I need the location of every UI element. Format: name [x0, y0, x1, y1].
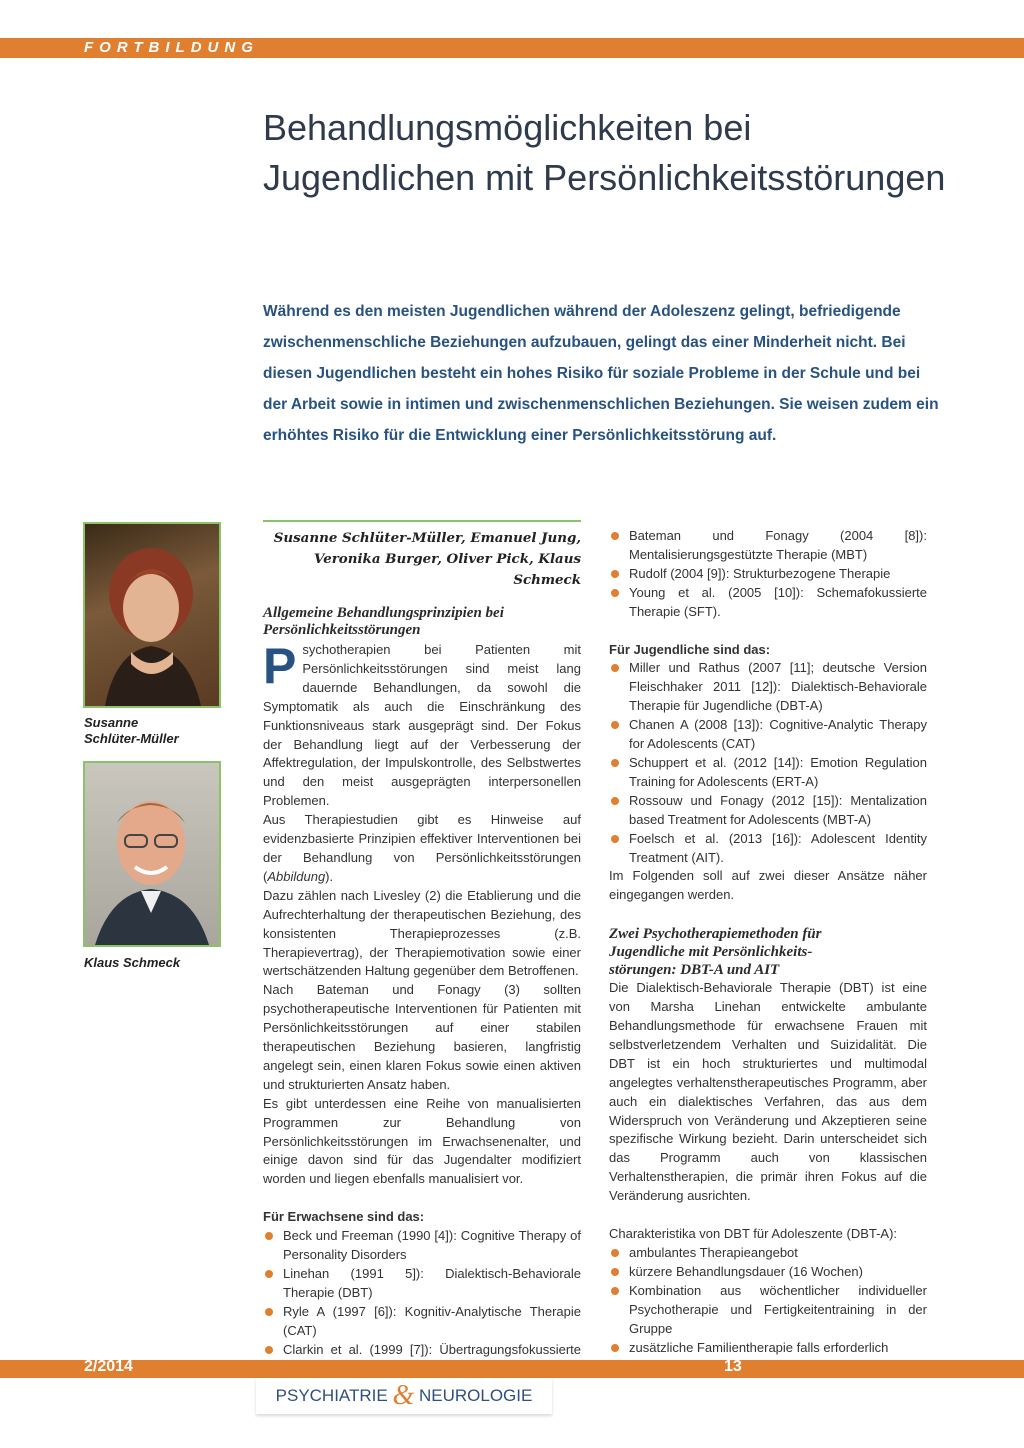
- adult-therapy-list-continued: [609, 527, 927, 622]
- photo-caption: [84, 715, 179, 747]
- para-text: Aus Therapiestudien gibt es Hinweise auf evidenzbasierte Prinzipien effektiver Interventionen bei der Behandlung von Persönlichkeitsstörungen (: [263, 812, 581, 884]
- list-item: Beck und Freeman (1990 [4]): Cognitive Therapy of Personality Disorders: [263, 1227, 581, 1265]
- heading-line: Jugendliche mit Persönlichkeits-: [609, 944, 813, 961]
- section-heading: [609, 925, 927, 979]
- issue-number: 2/2014: [84, 1358, 133, 1375]
- list-item: Ryle A (1997 [6]): Kognitiv-Analytische Therapie (CAT): [263, 1303, 581, 1341]
- figure-reference: Abbildung: [267, 868, 326, 884]
- logo-text: NEUROLOGIE: [418, 1386, 533, 1405]
- list-item: Young et al. (2005 [10]): Schemafokussierte Therapie (SFT).: [609, 584, 927, 622]
- para-text: ).: [325, 868, 334, 884]
- photo-caption: [84, 955, 180, 971]
- section-label: FORTBILDUNG: [84, 39, 259, 56]
- portrait-icon: [85, 524, 219, 706]
- list-item: Clarkin et al. (1999 [7]): Übertragungsfokussierte: [263, 1341, 581, 1379]
- heading-line: Zwei Psychotherapiemethoden für: [609, 926, 822, 943]
- author-list: [263, 520, 581, 591]
- caption-line: Klaus Schmeck: [84, 955, 181, 970]
- journal-logo: [256, 1378, 552, 1414]
- body-paragraph: Es gibt unterdessen eine Reihe von manualisierten Programmen zur Behandlung von Persönlichkeitsstörungen im Erwachsenenalter, und einige davon sind für das Jugendalter modifiziert worden und liegen ebenfalls manualisiert vor.: [263, 1095, 581, 1187]
- author-line: Susanne Schlüter-Müller, Emanuel Jung,: [273, 530, 581, 546]
- author-photo-schmeck: [83, 761, 221, 947]
- list-item: ambulantes Therapieangebot: [609, 1244, 927, 1263]
- list-item: Rossouw und Fonagy (2012 [15]): Mentalization based Treatment for Adolescents (MBT-A): [609, 792, 927, 830]
- list-heading: Charakteristika von DBT für Adoleszente (DBT-A):: [609, 1226, 898, 1242]
- list-item: Foelsch et al. (2013 [16]): Adolescent Identity Treatment (AIT).: [609, 830, 927, 868]
- title-line: Jugendlichen mit Persönlichkeitsstörungen: [263, 157, 946, 198]
- list-item: Chanen A (2008 [13]): Cognitive-Analytic Therapy for Adolescents (CAT): [609, 716, 927, 754]
- caption-line: Susanne: [84, 715, 139, 730]
- drop-cap: P: [263, 638, 297, 694]
- footer-bar: [0, 1360, 1024, 1378]
- dbt-a-characteristics-list: [609, 1244, 927, 1357]
- column-middle: [263, 520, 581, 1378]
- list-item: Miller und Rathus (2007 [11]; deutsche Version Fleischhaker 2011 [12]): Dialektisch-Behaviorale Therapie für Jugendliche (DBT-A): [609, 659, 927, 716]
- list-item: Kombination aus wöchentlicher individueller Psychotherapie und Fertigkeitentraining in der Gruppe: [609, 1282, 927, 1339]
- list-item: Schuppert et al. (2012 [14]): Emotion Regulation Training for Adolescents (ERT-A): [609, 754, 927, 792]
- body-paragraph: [263, 638, 581, 811]
- list-item: kürzere Behandlungsdauer (16 Wochen): [609, 1263, 927, 1282]
- caption-line: Schlüter-Müller: [84, 731, 179, 746]
- para-text: sychotherapien bei Patienten mit Persönlichkeitsstörungen sind meist lang dauernde Behandlungen, da sowohl die Symptomatik als auch die Einschränkung des Funktionsniveaus stark ausgeprägt sind. Der Fokus der Behandlung liegt auf der Verbesserung der Affektregulation, der Impulskontrolle, des Selbstwertes und den meist ausgeprägten interpersonellen Problemen.: [263, 642, 581, 809]
- page-number: 13: [724, 1358, 742, 1375]
- body-paragraph: Nach Bateman und Fonagy (3) sollten psychotherapeutische Interventionen für Patienten mit Persönlichkeitsstörungen auf einer stabilen therapeutischen Beziehung basieren, langfristig angelegt sein, einen klaren Fokus sowie einen aktiven und strukturierten Ansatz haben.: [263, 982, 581, 1092]
- section-heading: [263, 605, 581, 639]
- logo-text: PSYCHIATRIE: [275, 1386, 388, 1405]
- body-paragraph: Die Dialektisch-Behaviorale Therapie (DBT) ist eine von Marsha Linehan entwickelte ambulante Behandlungsmethode für erwachsene Frauen mit selbstverletzendem Verhalten und Suizidalität. Die DBT ist ein hoch strukturiertes und multimodal angelegtes verhaltenstherapeutisches Programm, aber auch ein dialektisches Verfahren, das aus dem Widerspruch von Veränderung und Akzeptieren seine spezifische Wirkung bezieht. Darin unterscheidet sich das Programm auch von klassischen Verhaltenstherapien, die primär ihren Fokus auf die Veränderung ausrichten.: [609, 980, 927, 1204]
- heading-line: störungen: DBT-A und AIT: [609, 962, 780, 979]
- heading-line: Persönlichkeitsstörungen: [263, 622, 421, 638]
- column-right: [609, 527, 927, 1357]
- body-paragraph: [263, 811, 581, 887]
- youth-therapy-list: [609, 659, 927, 867]
- body-paragraph: Dazu zählen nach Livesley (2) die Etablierung und die Aufrechterhaltung der therapeutischen Beziehung, des konsistenten Therapieprozesses (z.B. Therapievertrag), der Therapiemotivation sowie einer wertschätzenden Haltung gegenüber dem Betroffenen.: [263, 887, 581, 979]
- list-heading: Für Erwachsene sind das:: [263, 1209, 425, 1225]
- section-bar: [0, 38, 1024, 58]
- list-item: Rudolf (2004 [9]): Strukturbezogene Therapie: [609, 565, 927, 584]
- portrait-icon: [85, 763, 219, 945]
- author-photo-schlueter-mueller: [83, 522, 221, 708]
- lead-paragraph: Während es den meisten Jugendlichen während der Adoleszenz gelingt, befriedigende zwischenmenschliche Beziehungen aufzubauen, gelingt das einer Minderheit nicht. Bei diesen Jugendlichen besteht ein hohes Risiko für soziale Probleme in der Schule und bei der Arbeit sowie in intimen und zwischenmenschlichen Beziehungen. Sie weisen zudem ein erhöhtes Risiko für die Entwicklung einer Persönlichkeitsstörung auf.: [263, 303, 939, 444]
- list-item: Linehan (1991 5]): Dialektisch-Behaviorale Therapie (DBT): [263, 1265, 581, 1303]
- adult-therapy-list: [263, 1227, 581, 1378]
- body-paragraph: Im Folgenden soll auf zwei dieser Ansätze näher eingegangen werden.: [609, 868, 927, 903]
- article-title: [263, 103, 983, 203]
- list-item: zusätzliche Familientherapie falls erforderlich: [609, 1339, 927, 1358]
- list-item: Bateman und Fonagy (2004 [8]): Mentalisierungsgestützte Therapie (MBT): [609, 527, 927, 565]
- title-line: Behandlungsmöglichkeiten bei: [263, 107, 752, 148]
- list-heading: Für Jugendliche sind das:: [609, 641, 771, 657]
- logo-ampersand: &: [392, 1380, 415, 1411]
- author-line: Veronika Burger, Oliver Pick, Klaus Schmeck: [314, 551, 581, 588]
- heading-line: Allgemeine Behandlungsprinzipien bei: [263, 605, 504, 621]
